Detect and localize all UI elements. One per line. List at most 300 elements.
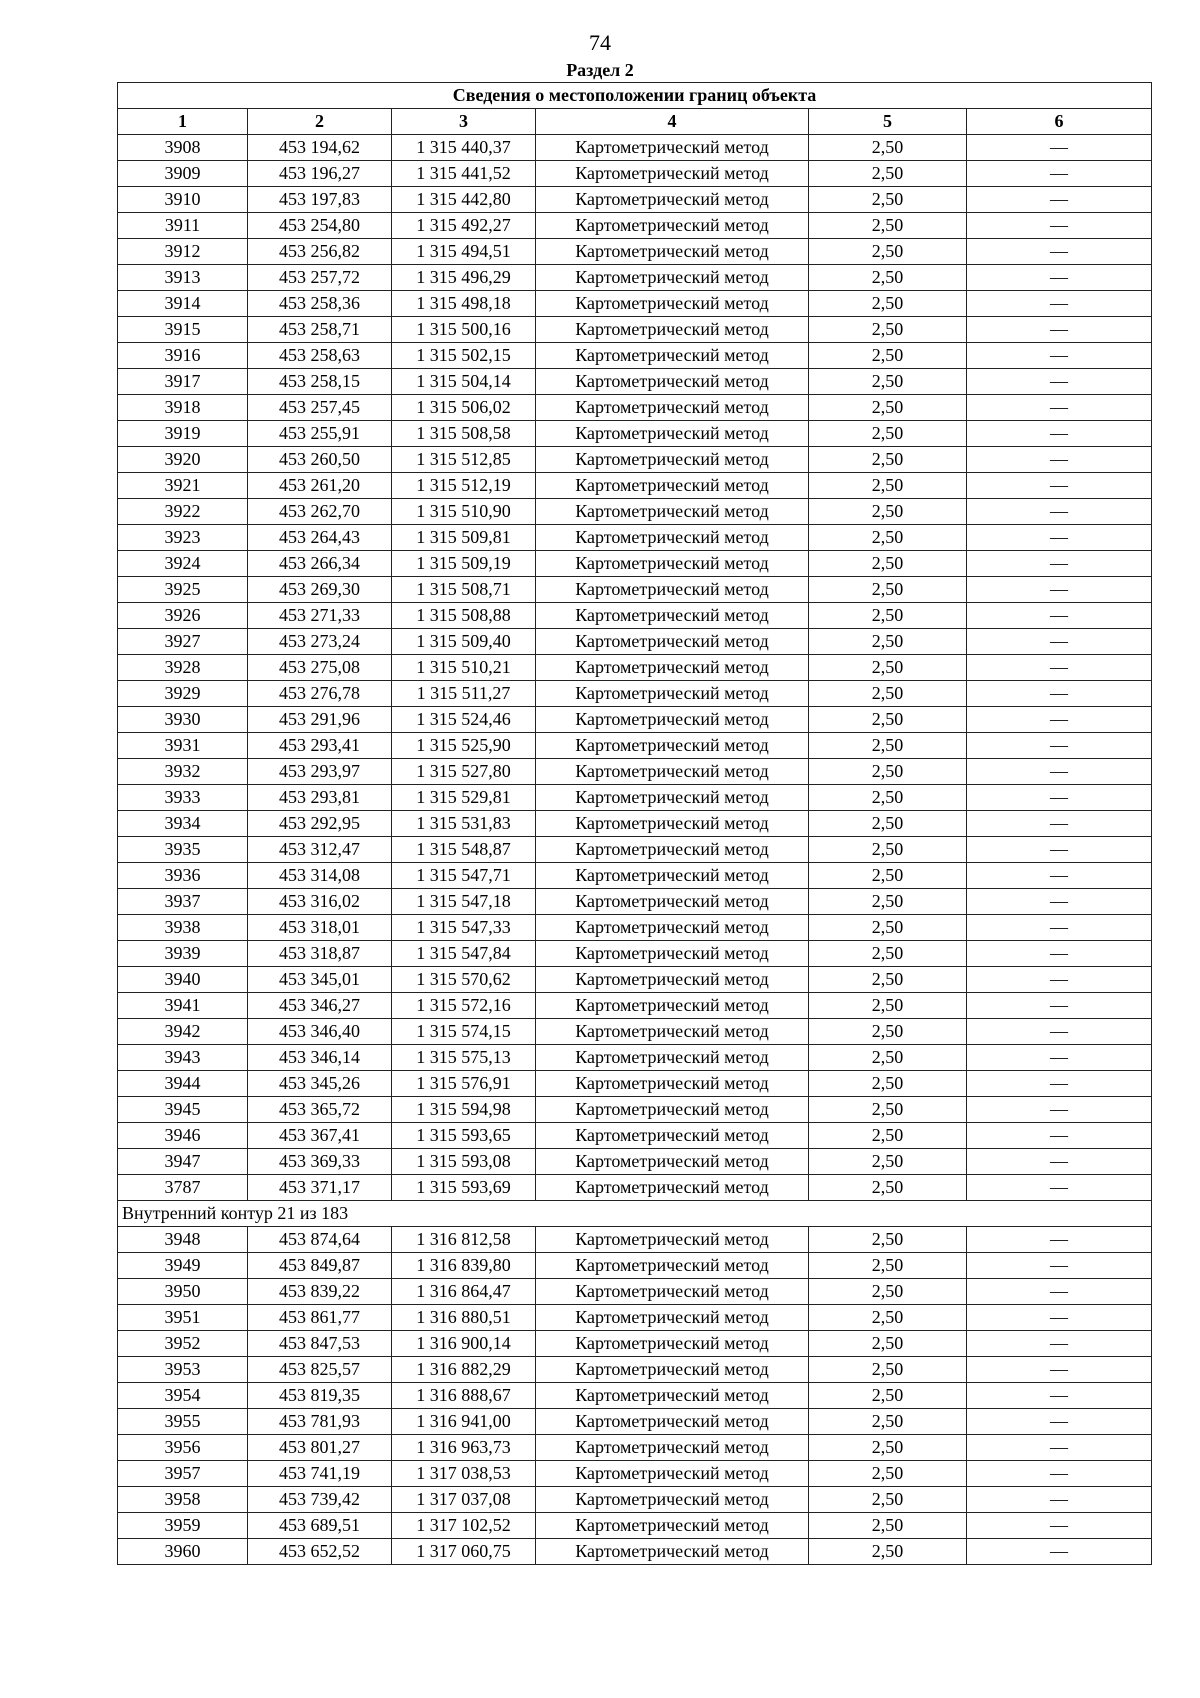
y-coordinate-cell: 1 316 839,80 [392, 1253, 536, 1279]
method-cell: Картометрический метод [536, 343, 809, 369]
x-coordinate-cell: 453 346,14 [248, 1045, 392, 1071]
x-coordinate-cell: 453 262,70 [248, 499, 392, 525]
x-coordinate-cell: 453 825,57 [248, 1357, 392, 1383]
contour-row [118, 1201, 1152, 1227]
table-row [118, 239, 1152, 265]
accuracy-cell: 2,50 [809, 1071, 967, 1097]
table-row [118, 187, 1152, 213]
y-coordinate-cell: 1 315 574,15 [392, 1019, 536, 1045]
y-coordinate-cell: 1 315 506,02 [392, 395, 536, 421]
method-cell: Картометрический метод [536, 707, 809, 733]
y-coordinate-cell: 1 315 593,08 [392, 1149, 536, 1175]
table-row [118, 525, 1152, 551]
accuracy-cell: 2,50 [809, 1513, 967, 1539]
page-number: 74 [589, 30, 611, 55]
table-row [118, 837, 1152, 863]
x-coordinate-cell: 453 346,40 [248, 1019, 392, 1045]
point-number-cell: 3950 [118, 1279, 248, 1305]
description-cell: — [967, 213, 1152, 239]
table-row [118, 343, 1152, 369]
method-cell: Картометрический метод [536, 577, 809, 603]
accuracy-cell: 2,50 [809, 525, 967, 551]
method-cell: Картометрический метод [536, 265, 809, 291]
description-cell: — [967, 1253, 1152, 1279]
table-row [118, 369, 1152, 395]
y-coordinate-cell: 1 315 511,27 [392, 681, 536, 707]
point-number-cell: 3917 [118, 369, 248, 395]
point-number-cell: 3937 [118, 889, 248, 915]
method-cell: Картометрический метод [536, 1409, 809, 1435]
accuracy-cell: 2,50 [809, 1279, 967, 1305]
table-body [118, 135, 1152, 1565]
table-row [118, 395, 1152, 421]
accuracy-cell: 2,50 [809, 473, 967, 499]
y-coordinate-cell: 1 315 525,90 [392, 733, 536, 759]
point-number-cell: 3930 [118, 707, 248, 733]
point-number-cell: 3915 [118, 317, 248, 343]
point-number-cell: 3946 [118, 1123, 248, 1149]
description-cell: — [967, 1097, 1152, 1123]
point-number-cell: 3933 [118, 785, 248, 811]
description-cell: — [967, 291, 1152, 317]
point-number-cell: 3934 [118, 811, 248, 837]
method-cell: Картометрический метод [536, 187, 809, 213]
method-cell: Картометрический метод [536, 1279, 809, 1305]
method-cell: Картометрический метод [536, 447, 809, 473]
method-cell: Картометрический метод [536, 213, 809, 239]
point-number-cell: 3957 [118, 1461, 248, 1487]
method-cell: Картометрический метод [536, 967, 809, 993]
accuracy-cell: 2,50 [809, 187, 967, 213]
accuracy-cell: 2,50 [809, 889, 967, 915]
accuracy-cell: 2,50 [809, 447, 967, 473]
method-cell: Картометрический метод [536, 161, 809, 187]
description-cell: — [967, 1435, 1152, 1461]
method-cell: Картометрический метод [536, 1071, 809, 1097]
method-cell: Картометрический метод [536, 1487, 809, 1513]
point-number-cell: 3910 [118, 187, 248, 213]
x-coordinate-cell: 453 847,53 [248, 1331, 392, 1357]
table-row [118, 603, 1152, 629]
accuracy-cell: 2,50 [809, 1487, 967, 1513]
method-cell: Картометрический метод [536, 1513, 809, 1539]
point-number-cell: 3927 [118, 629, 248, 655]
description-cell: — [967, 395, 1152, 421]
table-row [118, 863, 1152, 889]
accuracy-cell: 2,50 [809, 1019, 967, 1045]
x-coordinate-cell: 453 258,63 [248, 343, 392, 369]
x-coordinate-cell: 453 275,08 [248, 655, 392, 681]
table-row [118, 655, 1152, 681]
method-cell: Картометрический метод [536, 1383, 809, 1409]
description-cell: — [967, 1045, 1152, 1071]
table-caption: Сведения о местоположении границ объекта [118, 83, 1152, 109]
x-coordinate-cell: 453 312,47 [248, 837, 392, 863]
x-coordinate-cell: 453 345,01 [248, 967, 392, 993]
point-number-cell: 3914 [118, 291, 248, 317]
x-coordinate-cell: 453 819,35 [248, 1383, 392, 1409]
column-header: 1 [118, 109, 248, 135]
method-cell: Картометрический метод [536, 1097, 809, 1123]
x-coordinate-cell: 453 316,02 [248, 889, 392, 915]
accuracy-cell: 2,50 [809, 759, 967, 785]
x-coordinate-cell: 453 365,72 [248, 1097, 392, 1123]
y-coordinate-cell: 1 315 512,85 [392, 447, 536, 473]
method-cell: Картометрический метод [536, 941, 809, 967]
method-cell: Картометрический метод [536, 889, 809, 915]
x-coordinate-cell: 453 258,36 [248, 291, 392, 317]
table-row [118, 317, 1152, 343]
description-cell: — [967, 577, 1152, 603]
accuracy-cell: 2,50 [809, 1123, 967, 1149]
description-cell: — [967, 473, 1152, 499]
x-coordinate-cell: 453 689,51 [248, 1513, 392, 1539]
accuracy-cell: 2,50 [809, 1175, 967, 1201]
table-row [118, 1409, 1152, 1435]
description-cell: — [967, 863, 1152, 889]
y-coordinate-cell: 1 315 548,87 [392, 837, 536, 863]
description-cell: — [967, 1513, 1152, 1539]
description-cell: — [967, 837, 1152, 863]
x-coordinate-cell: 453 276,78 [248, 681, 392, 707]
point-number-cell: 3960 [118, 1539, 248, 1565]
y-coordinate-cell: 1 317 038,53 [392, 1461, 536, 1487]
description-cell: — [967, 317, 1152, 343]
description-cell: — [967, 1071, 1152, 1097]
accuracy-cell: 2,50 [809, 1045, 967, 1071]
x-coordinate-cell: 453 264,43 [248, 525, 392, 551]
x-coordinate-cell: 453 256,82 [248, 239, 392, 265]
method-cell: Картометрический метод [536, 863, 809, 889]
accuracy-cell: 2,50 [809, 707, 967, 733]
accuracy-cell: 2,50 [809, 1409, 967, 1435]
y-coordinate-cell: 1 315 594,98 [392, 1097, 536, 1123]
table-row [118, 707, 1152, 733]
accuracy-cell: 2,50 [809, 837, 967, 863]
x-coordinate-cell: 453 293,81 [248, 785, 392, 811]
accuracy-cell: 2,50 [809, 551, 967, 577]
y-coordinate-cell: 1 316 864,47 [392, 1279, 536, 1305]
method-cell: Картометрический метод [536, 291, 809, 317]
description-cell: — [967, 1539, 1152, 1565]
point-number-cell: 3918 [118, 395, 248, 421]
y-coordinate-cell: 1 316 882,29 [392, 1357, 536, 1383]
x-coordinate-cell: 453 197,83 [248, 187, 392, 213]
x-coordinate-cell: 453 258,15 [248, 369, 392, 395]
table-row [118, 1461, 1152, 1487]
x-coordinate-cell: 453 269,30 [248, 577, 392, 603]
y-coordinate-cell: 1 315 494,51 [392, 239, 536, 265]
table-row [118, 1513, 1152, 1539]
method-cell: Картометрический метод [536, 785, 809, 811]
method-cell: Картометрический метод [536, 759, 809, 785]
method-cell: Картометрический метод [536, 1227, 809, 1253]
y-coordinate-cell: 1 315 575,13 [392, 1045, 536, 1071]
description-cell: — [967, 135, 1152, 161]
table-row [118, 1383, 1152, 1409]
y-coordinate-cell: 1 315 572,16 [392, 993, 536, 1019]
description-cell: — [967, 1383, 1152, 1409]
y-coordinate-cell: 1 315 524,46 [392, 707, 536, 733]
table-row [118, 629, 1152, 655]
description-cell: — [967, 551, 1152, 577]
point-number-cell: 3919 [118, 421, 248, 447]
y-coordinate-cell: 1 317 102,52 [392, 1513, 536, 1539]
point-number-cell: 3916 [118, 343, 248, 369]
x-coordinate-cell: 453 739,42 [248, 1487, 392, 1513]
table-row [118, 1071, 1152, 1097]
section-title: Раздел 2 [566, 60, 634, 80]
y-coordinate-cell: 1 315 442,80 [392, 187, 536, 213]
x-coordinate-cell: 453 292,95 [248, 811, 392, 837]
y-coordinate-cell: 1 315 531,83 [392, 811, 536, 837]
x-coordinate-cell: 453 271,33 [248, 603, 392, 629]
accuracy-cell: 2,50 [809, 1253, 967, 1279]
point-number-cell: 3935 [118, 837, 248, 863]
point-number-cell: 3938 [118, 915, 248, 941]
x-coordinate-cell: 453 194,62 [248, 135, 392, 161]
y-coordinate-cell: 1 315 547,71 [392, 863, 536, 889]
point-number-cell: 3920 [118, 447, 248, 473]
table-row [118, 1097, 1152, 1123]
y-coordinate-cell: 1 316 963,73 [392, 1435, 536, 1461]
x-coordinate-cell: 453 741,19 [248, 1461, 392, 1487]
point-number-cell: 3954 [118, 1383, 248, 1409]
accuracy-cell: 2,50 [809, 863, 967, 889]
table-row [118, 1331, 1152, 1357]
y-coordinate-cell: 1 315 441,52 [392, 161, 536, 187]
table-row [118, 967, 1152, 993]
x-coordinate-cell: 453 291,96 [248, 707, 392, 733]
accuracy-cell: 2,50 [809, 1149, 967, 1175]
point-number-cell: 3929 [118, 681, 248, 707]
method-cell: Картометрический метод [536, 135, 809, 161]
x-coordinate-cell: 453 266,34 [248, 551, 392, 577]
method-cell: Картометрический метод [536, 837, 809, 863]
description-cell: — [967, 785, 1152, 811]
x-coordinate-cell: 453 371,17 [248, 1175, 392, 1201]
method-cell: Картометрический метод [536, 1123, 809, 1149]
point-number-cell: 3947 [118, 1149, 248, 1175]
method-cell: Картометрический метод [536, 239, 809, 265]
description-cell: — [967, 499, 1152, 525]
description-cell: — [967, 265, 1152, 291]
accuracy-cell: 2,50 [809, 733, 967, 759]
accuracy-cell: 2,50 [809, 1461, 967, 1487]
y-coordinate-cell: 1 315 512,19 [392, 473, 536, 499]
y-coordinate-cell: 1 315 593,69 [392, 1175, 536, 1201]
column-header: 3 [392, 109, 536, 135]
table-row [118, 1227, 1152, 1253]
y-coordinate-cell: 1 316 888,67 [392, 1383, 536, 1409]
x-coordinate-cell: 453 257,45 [248, 395, 392, 421]
point-number-cell: 3951 [118, 1305, 248, 1331]
table-row [118, 941, 1152, 967]
x-coordinate-cell: 453 196,27 [248, 161, 392, 187]
table-row [118, 993, 1152, 1019]
point-number-cell: 3945 [118, 1097, 248, 1123]
point-number-cell: 3928 [118, 655, 248, 681]
description-cell: — [967, 681, 1152, 707]
y-coordinate-cell: 1 315 498,18 [392, 291, 536, 317]
method-cell: Картометрический метод [536, 603, 809, 629]
point-number-cell: 3944 [118, 1071, 248, 1097]
description-cell: — [967, 993, 1152, 1019]
accuracy-cell: 2,50 [809, 317, 967, 343]
method-cell: Картометрический метод [536, 915, 809, 941]
description-cell: — [967, 525, 1152, 551]
point-number-cell: 3953 [118, 1357, 248, 1383]
point-number-cell: 3909 [118, 161, 248, 187]
contour-label: Внутренний контур 21 из 183 [118, 1201, 1152, 1227]
method-cell: Картометрический метод [536, 1539, 809, 1565]
method-cell: Картометрический метод [536, 811, 809, 837]
method-cell: Картометрический метод [536, 733, 809, 759]
x-coordinate-cell: 453 369,33 [248, 1149, 392, 1175]
accuracy-cell: 2,50 [809, 967, 967, 993]
point-number-cell: 3955 [118, 1409, 248, 1435]
method-cell: Картометрический метод [536, 525, 809, 551]
accuracy-cell: 2,50 [809, 655, 967, 681]
y-coordinate-cell: 1 315 510,21 [392, 655, 536, 681]
point-number-cell: 3922 [118, 499, 248, 525]
accuracy-cell: 2,50 [809, 343, 967, 369]
table-row [118, 759, 1152, 785]
description-cell: — [967, 1227, 1152, 1253]
y-coordinate-cell: 1 315 509,19 [392, 551, 536, 577]
method-cell: Картометрический метод [536, 1435, 809, 1461]
y-coordinate-cell: 1 315 504,14 [392, 369, 536, 395]
description-cell: — [967, 811, 1152, 837]
x-coordinate-cell: 453 874,64 [248, 1227, 392, 1253]
description-cell: — [967, 1305, 1152, 1331]
description-cell: — [967, 629, 1152, 655]
y-coordinate-cell: 1 316 900,14 [392, 1331, 536, 1357]
point-number-cell: 3913 [118, 265, 248, 291]
point-number-cell: 3942 [118, 1019, 248, 1045]
table-row [118, 213, 1152, 239]
accuracy-cell: 2,50 [809, 1227, 967, 1253]
method-cell: Картометрический метод [536, 395, 809, 421]
column-header: 5 [809, 109, 967, 135]
x-coordinate-cell: 453 258,71 [248, 317, 392, 343]
accuracy-cell: 2,50 [809, 161, 967, 187]
description-cell: — [967, 1487, 1152, 1513]
accuracy-cell: 2,50 [809, 499, 967, 525]
y-coordinate-cell: 1 315 547,33 [392, 915, 536, 941]
description-cell: — [967, 1019, 1152, 1045]
table-row [118, 551, 1152, 577]
table-row [118, 1175, 1152, 1201]
accuracy-cell: 2,50 [809, 395, 967, 421]
accuracy-cell: 2,50 [809, 1305, 967, 1331]
accuracy-cell: 2,50 [809, 265, 967, 291]
table-row [118, 473, 1152, 499]
column-header: 4 [536, 109, 809, 135]
table-row [118, 811, 1152, 837]
point-number-cell: 3924 [118, 551, 248, 577]
accuracy-cell: 2,50 [809, 603, 967, 629]
x-coordinate-cell: 453 255,91 [248, 421, 392, 447]
y-coordinate-cell: 1 315 508,88 [392, 603, 536, 629]
x-coordinate-cell: 453 260,50 [248, 447, 392, 473]
y-coordinate-cell: 1 315 509,81 [392, 525, 536, 551]
method-cell: Картометрический метод [536, 369, 809, 395]
point-number-cell: 3932 [118, 759, 248, 785]
y-coordinate-cell: 1 315 570,62 [392, 967, 536, 993]
y-coordinate-cell: 1 315 510,90 [392, 499, 536, 525]
table-row [118, 1357, 1152, 1383]
table-row [118, 135, 1152, 161]
accuracy-cell: 2,50 [809, 1097, 967, 1123]
description-cell: — [967, 1461, 1152, 1487]
table-row [118, 291, 1152, 317]
point-number-cell: 3952 [118, 1331, 248, 1357]
x-coordinate-cell: 453 367,41 [248, 1123, 392, 1149]
point-number-cell: 3921 [118, 473, 248, 499]
description-cell: — [967, 1149, 1152, 1175]
description-cell: — [967, 915, 1152, 941]
y-coordinate-cell: 1 316 941,00 [392, 1409, 536, 1435]
y-coordinate-cell: 1 315 576,91 [392, 1071, 536, 1097]
table-row [118, 265, 1152, 291]
table-row [118, 1019, 1152, 1045]
accuracy-cell: 2,50 [809, 681, 967, 707]
y-coordinate-cell: 1 315 593,65 [392, 1123, 536, 1149]
x-coordinate-cell: 453 345,26 [248, 1071, 392, 1097]
table-row [118, 733, 1152, 759]
x-coordinate-cell: 453 318,01 [248, 915, 392, 941]
method-cell: Картометрический метод [536, 1305, 809, 1331]
accuracy-cell: 2,50 [809, 421, 967, 447]
point-number-cell: 3949 [118, 1253, 248, 1279]
accuracy-cell: 2,50 [809, 1435, 967, 1461]
description-cell: — [967, 1331, 1152, 1357]
method-cell: Картометрический метод [536, 499, 809, 525]
method-cell: Картометрический метод [536, 681, 809, 707]
description-cell: — [967, 369, 1152, 395]
method-cell: Картометрический метод [536, 551, 809, 577]
accuracy-cell: 2,50 [809, 213, 967, 239]
method-cell: Картометрический метод [536, 1357, 809, 1383]
method-cell: Картометрический метод [536, 1045, 809, 1071]
method-cell: Картометрический метод [536, 655, 809, 681]
point-number-cell: 3939 [118, 941, 248, 967]
description-cell: — [967, 1409, 1152, 1435]
description-cell: — [967, 1357, 1152, 1383]
table-row [118, 1279, 1152, 1305]
accuracy-cell: 2,50 [809, 1539, 967, 1565]
y-coordinate-cell: 1 315 496,29 [392, 265, 536, 291]
description-cell: — [967, 343, 1152, 369]
y-coordinate-cell: 1 315 502,15 [392, 343, 536, 369]
method-cell: Картометрический метод [536, 473, 809, 499]
description-cell: — [967, 655, 1152, 681]
y-coordinate-cell: 1 316 880,51 [392, 1305, 536, 1331]
x-coordinate-cell: 453 318,87 [248, 941, 392, 967]
description-cell: — [967, 1123, 1152, 1149]
y-coordinate-cell: 1 315 509,40 [392, 629, 536, 655]
y-coordinate-cell: 1 315 547,18 [392, 889, 536, 915]
description-cell: — [967, 161, 1152, 187]
accuracy-cell: 2,50 [809, 577, 967, 603]
point-number-cell: 3908 [118, 135, 248, 161]
table-row [118, 499, 1152, 525]
table-row [118, 1045, 1152, 1071]
x-coordinate-cell: 453 257,72 [248, 265, 392, 291]
point-number-cell: 3958 [118, 1487, 248, 1513]
x-coordinate-cell: 453 254,80 [248, 213, 392, 239]
